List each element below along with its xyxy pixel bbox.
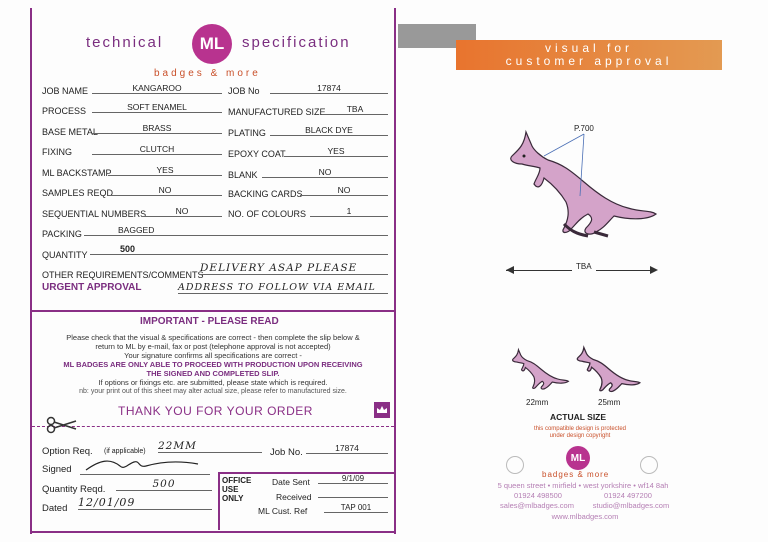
- footer-website: www.mlbadges.com: [551, 512, 619, 521]
- samples-label: SAMPLES REQD.: [42, 188, 116, 198]
- manufactured-size-value: TBA: [322, 104, 388, 115]
- plating-label: PLATING: [228, 128, 266, 138]
- base-metal-label: BASE METAL: [42, 127, 98, 137]
- blank-value: NO: [262, 167, 388, 178]
- manufactured-size-label: MANUFACTURED SIZE: [228, 107, 326, 117]
- kangaroo-22mm: [510, 346, 570, 397]
- backing-cards-value: NO: [300, 185, 388, 196]
- footer-email: sales@mlbadges.com: [500, 501, 574, 510]
- office-use-label: OFFICE USE ONLY: [222, 476, 252, 503]
- footer-studio-email: studio@mlbadges.com: [592, 501, 670, 510]
- footer-brand: badges & more: [542, 470, 610, 479]
- important-line-6: If options or fixings etc. are submitted, please state which is required.: [98, 378, 328, 387]
- quantity-reqd-value[interactable]: 500: [116, 478, 212, 491]
- arrow-right-icon: [650, 266, 658, 274]
- date-sent-label: Date Sent: [272, 477, 310, 487]
- important-title: IMPORTANT - PLEASE READ: [140, 316, 279, 327]
- job-no-label: JOB No: [228, 86, 260, 96]
- received-field: [318, 496, 388, 498]
- kangaroo-25mm: [574, 344, 642, 399]
- urgent-approval-label: URGENT APPROVAL: [42, 282, 142, 293]
- job-name-value: KANGAROO: [92, 83, 222, 94]
- slip-job-no-value: 17874: [306, 443, 388, 454]
- footer-address: 5 queen street • mirfield • west yorkshire • wf14 8ah: [497, 481, 669, 490]
- footer-phone: 01924 498500: [514, 491, 562, 500]
- important-line-2: return to ML by e-mail, fax or post (telephone approval is not accepted): [95, 342, 331, 351]
- emblem-left-icon: [506, 456, 524, 474]
- arrow-left-icon: [506, 266, 514, 274]
- cust-ref-label: ML Cust. Ref: [258, 506, 308, 516]
- scissors-icon: [46, 416, 78, 439]
- title-specification: specification: [242, 34, 351, 51]
- emblem-right-icon: [640, 456, 658, 474]
- job-no-value: 17874: [270, 83, 388, 94]
- ml-logo: ML: [192, 24, 232, 64]
- dated-label: Dated: [42, 503, 68, 514]
- copyright-line-2: under design copyright: [549, 433, 611, 439]
- quantity-reqd-label: Quantity Reqd.: [42, 484, 106, 495]
- actual-size-label: ACTUAL SIZE: [550, 412, 607, 422]
- size-25mm-label: 25mm: [598, 398, 621, 407]
- frame-bottom-border: [30, 531, 396, 533]
- backstamp-value: YES: [108, 165, 222, 176]
- important-line-3: Your signature confirms all specifications are correct -: [124, 351, 302, 360]
- important-line-5: THE SIGNED AND COMPLETED SLIP.: [146, 369, 280, 378]
- date-sent-value: 9/1/09: [318, 474, 388, 484]
- quantity-value: 500: [90, 244, 388, 255]
- important-line-4: ML BADGES ARE ONLY ABLE TO PROCEED WITH PRODUCTION UPON RECEIVING: [63, 360, 363, 369]
- quantity-label: QUANTITY: [42, 250, 88, 260]
- visual-title-line-2: customer approval: [505, 54, 673, 68]
- title-technical: technical: [86, 34, 164, 51]
- blank-label: BLANK: [228, 170, 258, 180]
- important-line-7: nb: your print out of this sheet may alter actual size, please refer to manufactured size.: [79, 388, 347, 395]
- option-req-value[interactable]: 22MM: [158, 440, 262, 453]
- size-22mm-label: 22mm: [526, 398, 549, 407]
- cust-ref-value: TAP 001: [324, 503, 388, 513]
- footer-fax: 01924 497200: [604, 491, 652, 500]
- colours-label: NO. OF COLOURS: [228, 209, 307, 219]
- samples-value: NO: [108, 185, 222, 196]
- received-label: Received: [276, 492, 312, 502]
- thank-you-text: THANK YOU FOR YOUR ORDER: [118, 404, 313, 418]
- base-metal-value: BRASS: [92, 123, 222, 134]
- packing-label: PACKING: [42, 229, 82, 239]
- other-requirements-label: OTHER REQUIREMENTS/COMMENTS: [42, 270, 204, 280]
- slip-job-no-label: Job No.: [270, 447, 303, 458]
- job-name-label: JOB NAME: [42, 86, 89, 96]
- process-label: PROCESS: [42, 106, 87, 116]
- sequential-value: NO: [142, 206, 222, 217]
- fixing-label: FIXING: [42, 147, 73, 157]
- epoxy-coat-label: EPOXY COAT: [228, 149, 286, 159]
- backstamp-label: ML BACKSTAMP: [42, 168, 112, 178]
- signature-scribble: [80, 456, 210, 474]
- urgent-approval-value: ADDRESS TO FOLLOW VIA EMAIL: [178, 282, 388, 294]
- epoxy-coat-value: YES: [284, 146, 388, 157]
- tba-label: TBA: [572, 262, 596, 271]
- important-line-1: Please check that the visual & specifications are correct - then complete the slip below &: [66, 333, 360, 342]
- footer-ml-logo: ML: [566, 446, 590, 470]
- section-divider: [30, 310, 396, 312]
- option-req-label: Option Req.: [42, 446, 93, 457]
- dated-value[interactable]: 12/01/09: [78, 496, 212, 510]
- other-requirements-value: DELIVERY ASAP PLEASE: [200, 262, 388, 275]
- process-value: SOFT ENAMEL: [92, 102, 222, 113]
- tagline: badges & more: [154, 68, 261, 79]
- crown-badge-icon: [374, 402, 390, 418]
- signature-field[interactable]: [80, 456, 210, 475]
- plating-value: BLACK DYE: [270, 125, 388, 136]
- backing-cards-label: BACKING CARDS: [228, 189, 303, 199]
- colours-value: 1: [310, 206, 388, 217]
- cut-line: [32, 426, 394, 427]
- pantone-label: P.700: [574, 124, 594, 133]
- packing-value: BAGGED: [84, 225, 388, 236]
- kangaroo-visual: [504, 124, 660, 245]
- visual-title-line-1: visual for: [544, 41, 634, 55]
- sequential-label: SEQUENTIAL NUMBERS: [42, 209, 147, 219]
- signed-label: Signed: [42, 464, 72, 475]
- copyright-line-1: this compatible design is protected: [533, 426, 627, 432]
- option-req-note: (if applicable): [104, 448, 146, 455]
- fixing-value: CLUTCH: [92, 144, 222, 155]
